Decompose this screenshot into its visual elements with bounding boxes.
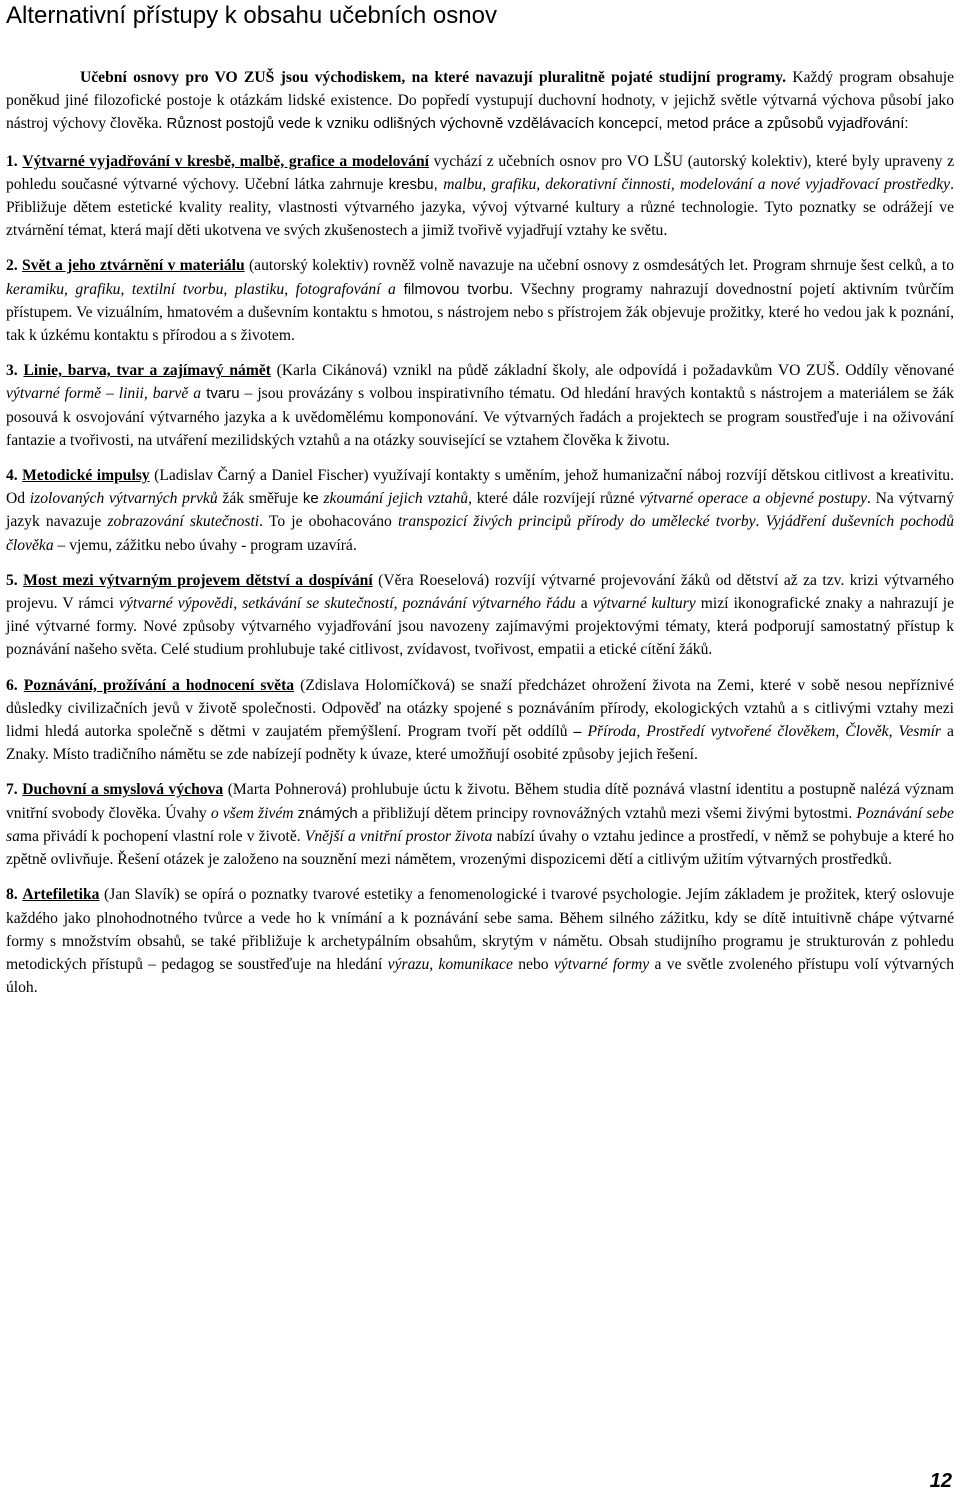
section-text: (Karla Cikánová) vznikl na půdě základní školy, ale odpovídá i požadavkům VO ZUŠ. Oddíly věnované	[270, 362, 954, 380]
section-text: . Na výtvarný jazyk navazuje	[6, 490, 954, 531]
section-text: filmovou tvorbu	[395, 280, 509, 298]
section-text-italic: keramiku, grafiku, textilní tvorbu, plastiku	[6, 280, 285, 298]
intro-text-sans: Různost postojů vede k vzniku odlišných výchovně vzdělávacích koncepcí, metod práce a způsobů vyjadřování:	[162, 115, 909, 133]
section-text: (Ladislav Čarný a Daniel Fischer) využívají kontakty s uměním, jehož humanizační náboj rozvíjí dětskou citlivost a kreativitu. Od	[6, 467, 954, 508]
page-title: Alternativní přístupy k obsahu učebních osnov	[6, 2, 497, 29]
section-text: ke	[302, 490, 319, 508]
section-text-italic: výtvarné formě	[6, 385, 102, 403]
section-text-italic: výtvarné výpovědi, setkávání se skutečností, poznávání výtvarného řádu	[119, 595, 576, 613]
program-name: Artefiletika	[22, 886, 100, 904]
program-name: Linie, barva, tvar a zajímavý námět	[23, 362, 271, 380]
dash: –	[573, 723, 582, 741]
section-text: (Marta Pohnerová) prohlubuje úctu k životu. Během studia dítě poznává vlastní identitu a postupně nalézá význam vnitřní svobody člověka. Úvahy	[6, 781, 954, 822]
section-number: 4.	[6, 467, 18, 485]
section-text: nabízí úvahy o vztahu jedince a prostředí, v němž se pohybuje a které ho zpětně ovlivňuje. Řešení otázek je založeno na souznění mezi námětem, vrozenými dispozicemi dětí a citlivým užitím výtvarných prostředků.	[6, 827, 954, 869]
section-text: žák směřuje	[217, 490, 303, 508]
section-text: ,	[284, 280, 296, 298]
section-text: . Všechny programy nahrazují dovednostní pojetí aktivním tvůrčím přístupem. Ve vizuálním, hmatovém a duševním kontaktu s hmotou, s nástrojem nebo s přístrojem žák objevuje prožitky, které ho vedou jak k poznání, tak k úzkému kontaktu s přírodou a s životem.	[6, 280, 955, 345]
section-text-italic: linii, barvě a	[118, 385, 202, 403]
section-number: 2.	[6, 257, 18, 275]
section-text: . Přibližuje dětem estetické kvality reality, vlastnosti výtvarného jazyka, vývoj výtvarné kultury a různé technologie. Tyto poznatky se odrážejí ve ztvárnění témat, která mají děti ukotvena ve svých zkušenostech a jimiž tvořivě vyjadřují vztahy ke světu.	[6, 175, 954, 240]
program-name: Metodické impulsy	[22, 467, 150, 485]
section-text: a	[575, 595, 593, 613]
section-text: vychází z učebních osnov pro VO LŠU (autorský kolektiv), které byly upraveny z pohledu současné výtvarné výchovy. Učební látka zahrnuje	[6, 152, 954, 193]
section-text: a ve světle zvoleného přístupu volí výtvarných úloh.	[6, 955, 955, 997]
section-text-italic: výrazu, komunikace	[387, 955, 513, 973]
intro-bold: Učební osnovy pro VO ZUŠ jsou východiskem, na které navazují pluralitně pojaté studijní programy.	[80, 69, 786, 86]
section-text: a Znaky. Místo tradičního námětu se zde nabízejí podněty k úvaze, které umožňují osobité způsoby jejich řešení.	[6, 723, 954, 764]
section-text-italic: Příroda, Prostředí vytvořené člověkem, Člověk, Vesmír	[581, 723, 941, 741]
intro-paragraph	[6, 66, 954, 136]
document-body	[6, 66, 954, 999]
section-text-italic: transpozicí živých principů přírody do umělecké tvorby	[397, 513, 756, 531]
section-7	[6, 778, 954, 871]
section-text-italic: fotografování a	[295, 280, 396, 298]
section-4	[6, 464, 954, 557]
section-text: – vjemu, zážitku nebo úvahy - program uzavírá.	[53, 536, 357, 554]
section-text: (autorský kolektiv) rovněž volně navazuje na učební osnovy z osmdesátých let. Program shrnuje šest celků, a to	[244, 257, 954, 275]
section-number: 5.	[6, 571, 18, 589]
section-text: (Zdislava Holomíčková) se snaží předcházet ohrožení života na Zemi, které v sobě nesou nepříznivé důsledky civilizačních jevů v životě společnosti. Odpověď na otázky spojené s poznáváním přírody, ekologických vztahů a s citlivými vztahy mezi lidmi hledá autorka společně s dětmi v zaujatém přemýšlení. Program tvoří pět oddílů	[6, 676, 955, 741]
section-text-italic: malbu, grafiku, dekorativní činnosti, modelování a nové vyjadřovací prostředky	[443, 175, 951, 193]
page-number: 12	[929, 1470, 952, 1492]
section-text: (Věra Roeselová) rozvíjí výtvarné projevování žáků od dětství až za tzv. krizi výtvarného projevu. V rámci	[6, 571, 954, 613]
intro-text: Každý program obsahuje poněkud jiné filozofické postoje k otázkám lidské existence. Do popředí vystupují duchovní hodnoty, v jejichž světle výtvarná výchova působí jako nástroj výchovy člověka.	[6, 69, 954, 133]
section-text: –	[101, 385, 119, 403]
section-1	[6, 150, 954, 243]
section-text-italic: Vnější a vnitřní prostor života	[304, 827, 493, 845]
section-number: 3.	[6, 362, 18, 380]
section-3	[6, 359, 954, 452]
section-number: 8.	[6, 886, 18, 904]
section-2	[6, 254, 954, 347]
section-text: . To je obohacováno	[259, 513, 398, 531]
program-name: Výtvarné vyjadřování v kresbě, malbě, grafice a modelování	[22, 152, 429, 170]
section-5	[6, 569, 954, 662]
section-text: tvaru	[201, 385, 240, 403]
section-8	[6, 883, 954, 999]
section-text-italic: výtvarné formy	[553, 955, 650, 973]
section-text: , které dále rozvíjejí různé	[468, 490, 640, 508]
section-text-italic: Poznávání sebe sa	[6, 804, 954, 845]
program-name: Poznávání, prožívání a hodnocení světa	[23, 676, 295, 694]
section-text-italic: výtvarné kultury	[592, 595, 696, 613]
section-text-italic: výtvarné operace a objevné postupy	[639, 490, 868, 508]
program-name: Svět a jeho ztvárnění v materiálu	[22, 257, 245, 275]
section-text: .	[755, 513, 766, 531]
section-number: 7.	[6, 781, 18, 799]
section-number: 1.	[6, 152, 18, 170]
section-text-italic: o všem živém	[210, 804, 294, 822]
section-text-italic: izolovaných výtvarných prvků	[29, 490, 218, 508]
section-number: 6.	[6, 676, 18, 694]
section-text: nebo	[512, 955, 554, 973]
section-text: – jsou provázány s volbou inspirativního tématu. Od hledání hravých kontaktů s nástrojem a materiálem se žák posouvá k osvojování výtvarného jazyka a k uvědomělému komponování. Ve výtvarných řadách a projektech se program soustřeďuje i na oživování fantazie a tvořivosti, na utváření mezilidských vztahů a na otázky související se vztahem člověka k životu.	[6, 385, 955, 449]
section-text: (Jan Slavík) se opírá o poznatky tvarové estetiky a fenomenologické i tvarové psychologie. Jejím základem je prožitek, který oslovuje každého jako plnohodnotného tvůrce a vede ho k vnímání a k poznávání sebe sama. Během silného zážitku, kdy se dítě intuitivně chápe výtvarné formy s množstvím obsahů, se také přibližuje k archetypálním obsahům, skrytým v námětu. Obsah studijního programu je strukturován z pohledu metodických přístupů – pedagog se soustřeďuje na hledání	[6, 886, 954, 973]
section-text: známých	[297, 804, 358, 822]
section-text-italic: zobrazování skutečnosti	[107, 513, 260, 531]
section-text-italic: Vyjádření duševních pochodů člověka	[6, 513, 954, 554]
section-6	[6, 674, 954, 767]
program-name: Most mezi výtvarným projevem dětství a dospívání	[23, 571, 373, 589]
program-name: Duchovní a smyslová výchova	[22, 781, 224, 799]
section-text: kresbu,	[388, 175, 444, 193]
section-text: a přibližují dětem principy rovnovážných vztahů mezi všemi živými bytostmi.	[357, 804, 857, 822]
section-text: ma přivádí k pochopení vlastní role v životě.	[19, 827, 305, 845]
section-text-italic: zkoumání jejich vztahů	[323, 490, 469, 508]
section-text: mizí ikonografické znaky a nahrazují je jiné výtvarné formy. Nové způsoby výtvarného vyjadřování jsou navozeny zajímavými projektovými tématy, která podporují samostatný přístup k poznávání našeho světa. Celé studium prohlubuje také citlivost, zvídavost, tvořivost, empatii a etické cítění žáků.	[6, 595, 955, 659]
